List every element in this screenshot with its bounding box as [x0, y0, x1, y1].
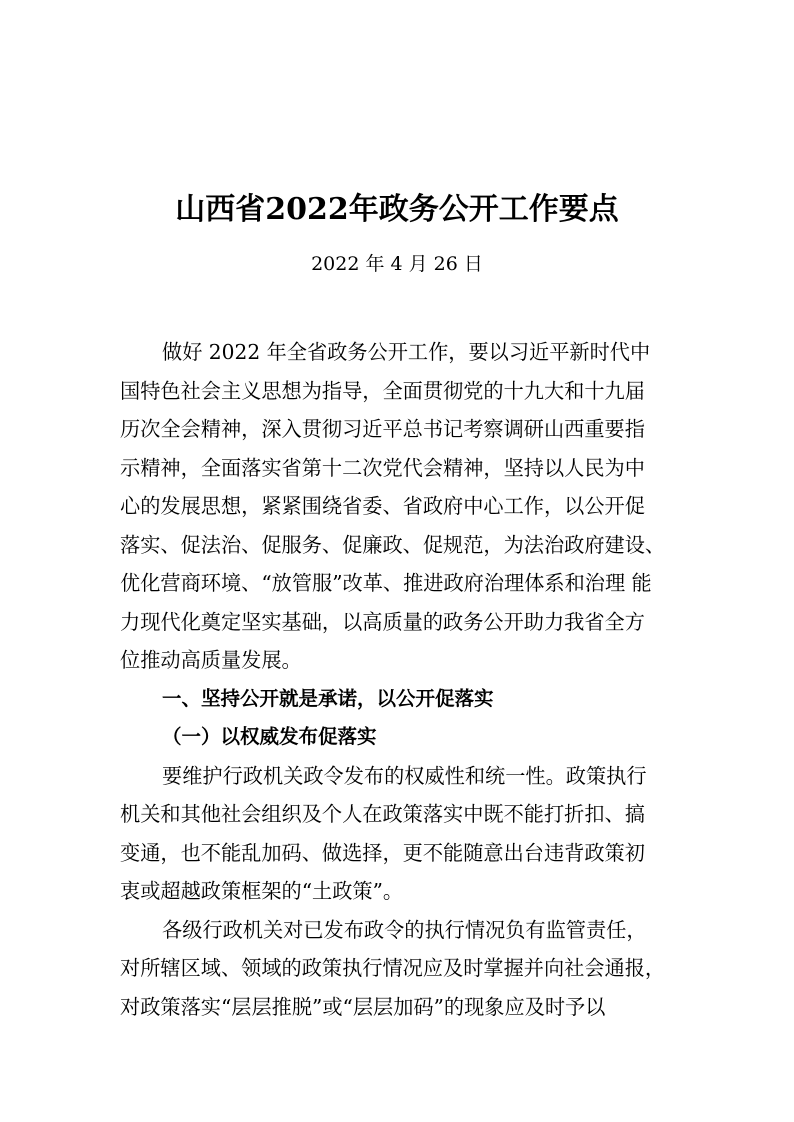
intro-paragraph: [120, 333, 680, 680]
paragraph-line: 机关和其他社会组织及个人在政策落实中既不能打折扣、搞: [120, 802, 645, 826]
paragraph-line: 国特色社会主义思想为指导，全面贯彻党的十九大和十九届: [120, 378, 645, 403]
paragraph-line: 衷或超越政策框架的“土政策”。: [120, 879, 404, 903]
document-date: 2022 年 4 月 26 日: [311, 253, 483, 275]
document-title: 山西省2022年政务公开工作要点: [175, 192, 619, 227]
paragraph-line: 心的发展思想，紧紧围绕省委、省政府中心工作，以公开促: [120, 494, 645, 518]
body-paragraph: [120, 911, 680, 1027]
paragraph-line: 对政策落实“层层推脱”或“层层加码”的现象应及时予以: [120, 994, 606, 1019]
paragraph-line: 做好 2022 年全省政务公开工作，要以习近平新时代中: [162, 340, 651, 364]
document-body: [120, 333, 680, 1026]
paragraph-line: 变通，也不能乱加码、做选择，更不能随意出台违背政策初: [120, 840, 645, 865]
body-paragraph: [120, 757, 680, 911]
paragraph-line: 力现代化奠定坚实基础，以高质量的政务公开助力我省全方: [120, 609, 645, 634]
paragraph-line: 位推动高质量发展。: [120, 648, 302, 672]
paragraph-line: 要维护行政机关政令发布的权威性和统一性。政策执行: [162, 763, 647, 788]
paragraph-line: 对所辖区域、领域的政策执行情况应及时掌握并向社会通报，: [120, 956, 666, 980]
paragraph-line: 落实、促法治、促服务、促廉政、促规范，为法治政府建设、: [120, 532, 666, 557]
paragraph-line: 各级行政机关对已发布政令的执行情况负有监管责任，: [162, 917, 647, 942]
section-heading: 一、坚持公开就是承诺，以公开促落实: [162, 686, 494, 710]
subsection-heading: （一）以权威发布促落实: [162, 725, 377, 748]
paragraph-line: 优化营商环境、“放管服”改革、推进政府治理体系和治理 能: [120, 571, 652, 595]
paragraph-line: 示精神，全面落实省第十二次党代会精神，坚持以人民为中: [120, 455, 645, 480]
paragraph-line: 历次全会精神，深入贯彻习近平总书记考察调研山西重要指: [120, 417, 645, 441]
